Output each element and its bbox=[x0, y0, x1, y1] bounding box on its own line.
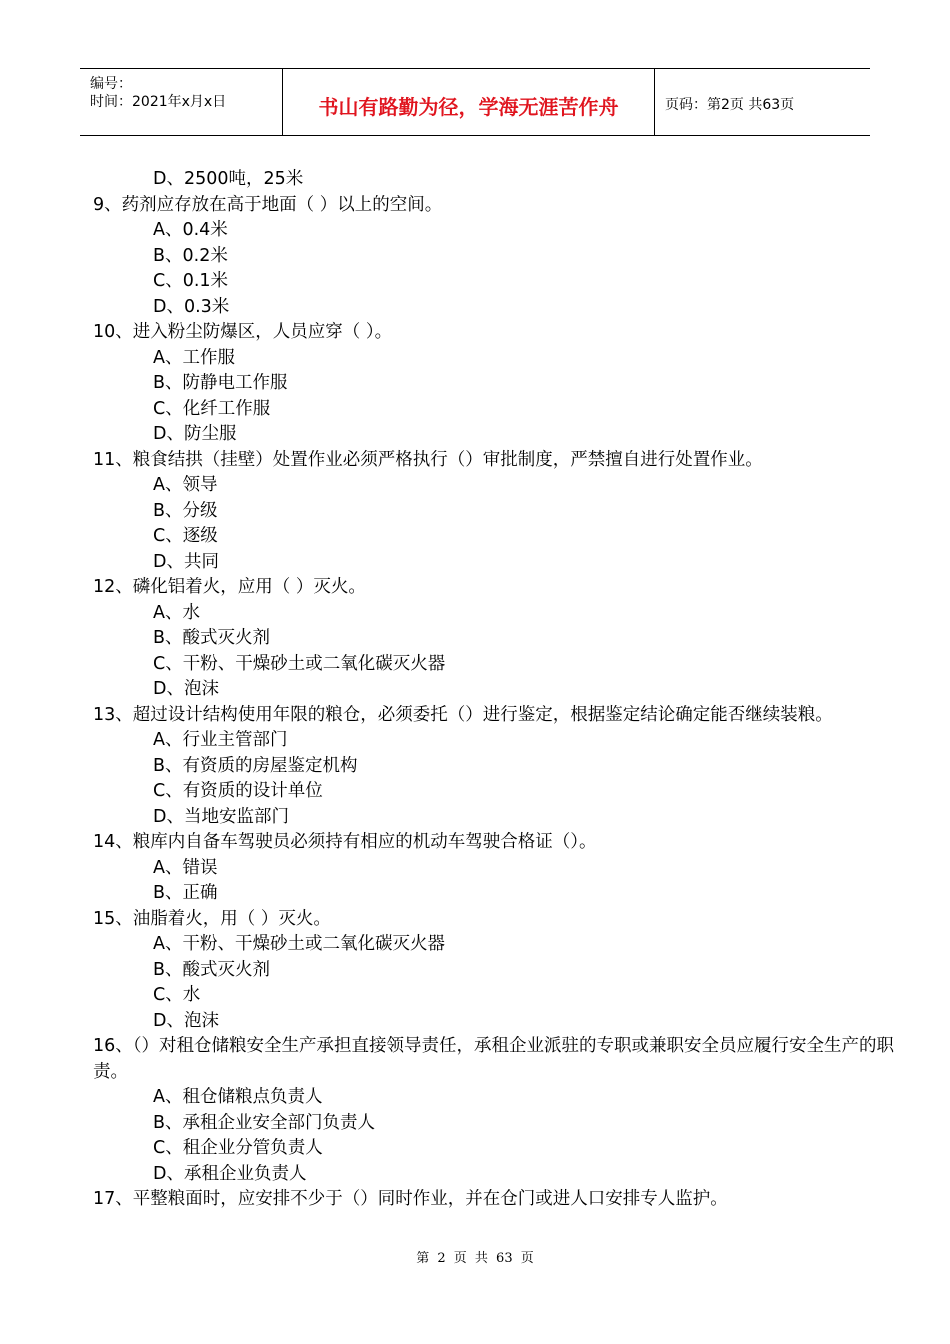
header-motto-cell bbox=[283, 69, 655, 135]
answer-option: C、0.1米 bbox=[153, 271, 229, 291]
header-page-cell bbox=[655, 69, 870, 135]
answer-option: D、共同 bbox=[153, 551, 219, 572]
answer-option: B、分级 bbox=[153, 500, 218, 521]
document-number-label: 编号： bbox=[90, 76, 132, 92]
answer-option: D、0.3米 bbox=[153, 296, 230, 317]
answer-option: D、防尘服 bbox=[153, 424, 237, 444]
answer-option: A、水 bbox=[153, 602, 200, 623]
document-date-label: 时间：2021年x月x日 bbox=[90, 94, 227, 110]
header-motto: 书山有路勤为径，学海无涯苦作舟 bbox=[318, 95, 619, 119]
question-text: 15、油脂着火，用（ ）灭火。 bbox=[93, 908, 331, 929]
question-text: 11、粮食结拱（挂壁）处置作业必须严格执行（）审批制度，严禁擅自进行处置作业。 bbox=[93, 449, 763, 470]
question-text: 10、进入粉尘防爆区，人员应穿（ ）。 bbox=[93, 322, 393, 342]
answer-option: D、当地安监部门 bbox=[153, 806, 289, 827]
answer-option: A、领导 bbox=[153, 475, 218, 495]
answer-option: D、2500吨，25米 bbox=[153, 169, 304, 189]
page-footer: 第 2 页 共 63 页 bbox=[416, 1251, 534, 1266]
page-header bbox=[80, 68, 870, 136]
answer-option: A、工作服 bbox=[153, 347, 235, 368]
answer-option: A、租仓储粮点负责人 bbox=[153, 1087, 323, 1107]
answer-option: C、水 bbox=[153, 985, 201, 1005]
answer-option: A、错误 bbox=[153, 857, 218, 878]
answer-option: C、化纤工作服 bbox=[153, 398, 271, 419]
answer-option: B、防静电工作服 bbox=[153, 373, 288, 393]
answer-option: B、酸式灭火剂 bbox=[153, 628, 271, 648]
answer-option: C、租企业分管负责人 bbox=[153, 1138, 323, 1158]
header-page-info: 页码：第2页 共63页 bbox=[665, 97, 795, 113]
question-text: 12、磷化铝着火，应用（ ）灭火。 bbox=[93, 577, 366, 597]
header-meta-cell bbox=[80, 69, 283, 135]
question-text: 17、平整粮面时，应安排不少于（）同时作业，并在仓门或进人口安排专人监护。 bbox=[93, 1189, 728, 1209]
question-text: 9、药剂应存放在高于地面（ ）以上的空间。 bbox=[93, 194, 443, 215]
answer-option: D、泡沫 bbox=[153, 679, 219, 699]
answer-option: A、干粉、干燥砂土或二氧化碳灭火器 bbox=[153, 934, 445, 954]
answer-option: D、泡沫 bbox=[153, 1010, 219, 1031]
answer-option: B、酸式灭火剂 bbox=[153, 959, 271, 980]
answer-option: B、0.2米 bbox=[153, 245, 228, 266]
answer-option: A、行业主管部门 bbox=[153, 730, 288, 750]
question-text: 14、粮库内自备车驾驶员必须持有相应的机动车驾驶合格证（）。 bbox=[93, 832, 597, 852]
answer-option: B、有资质的房屋鉴定机构 bbox=[153, 755, 358, 776]
answer-option: D、承租企业负责人 bbox=[153, 1163, 307, 1184]
answer-option: C、有资质的设计单位 bbox=[153, 781, 323, 801]
question-text: 13、超过设计结构使用年限的粮仓，必须委托（）进行鉴定，根据鉴定结论确定能否继续装粮。 bbox=[93, 704, 833, 725]
answer-option: B、承租企业安全部门负责人 bbox=[153, 1112, 376, 1133]
answer-option: C、逐级 bbox=[153, 526, 218, 546]
question-list bbox=[0, 167, 950, 1213]
answer-option: C、干粉、干燥砂土或二氧化碳灭火器 bbox=[153, 653, 446, 674]
question-text: 16、（）对租仓储粮安全生产承担直接领导责任，承租企业派驻的专职或兼职安全员应履行安全生产的职责。 bbox=[93, 1036, 895, 1082]
answer-option: B、正确 bbox=[153, 883, 218, 903]
answer-option: A、0.4米 bbox=[153, 220, 228, 240]
